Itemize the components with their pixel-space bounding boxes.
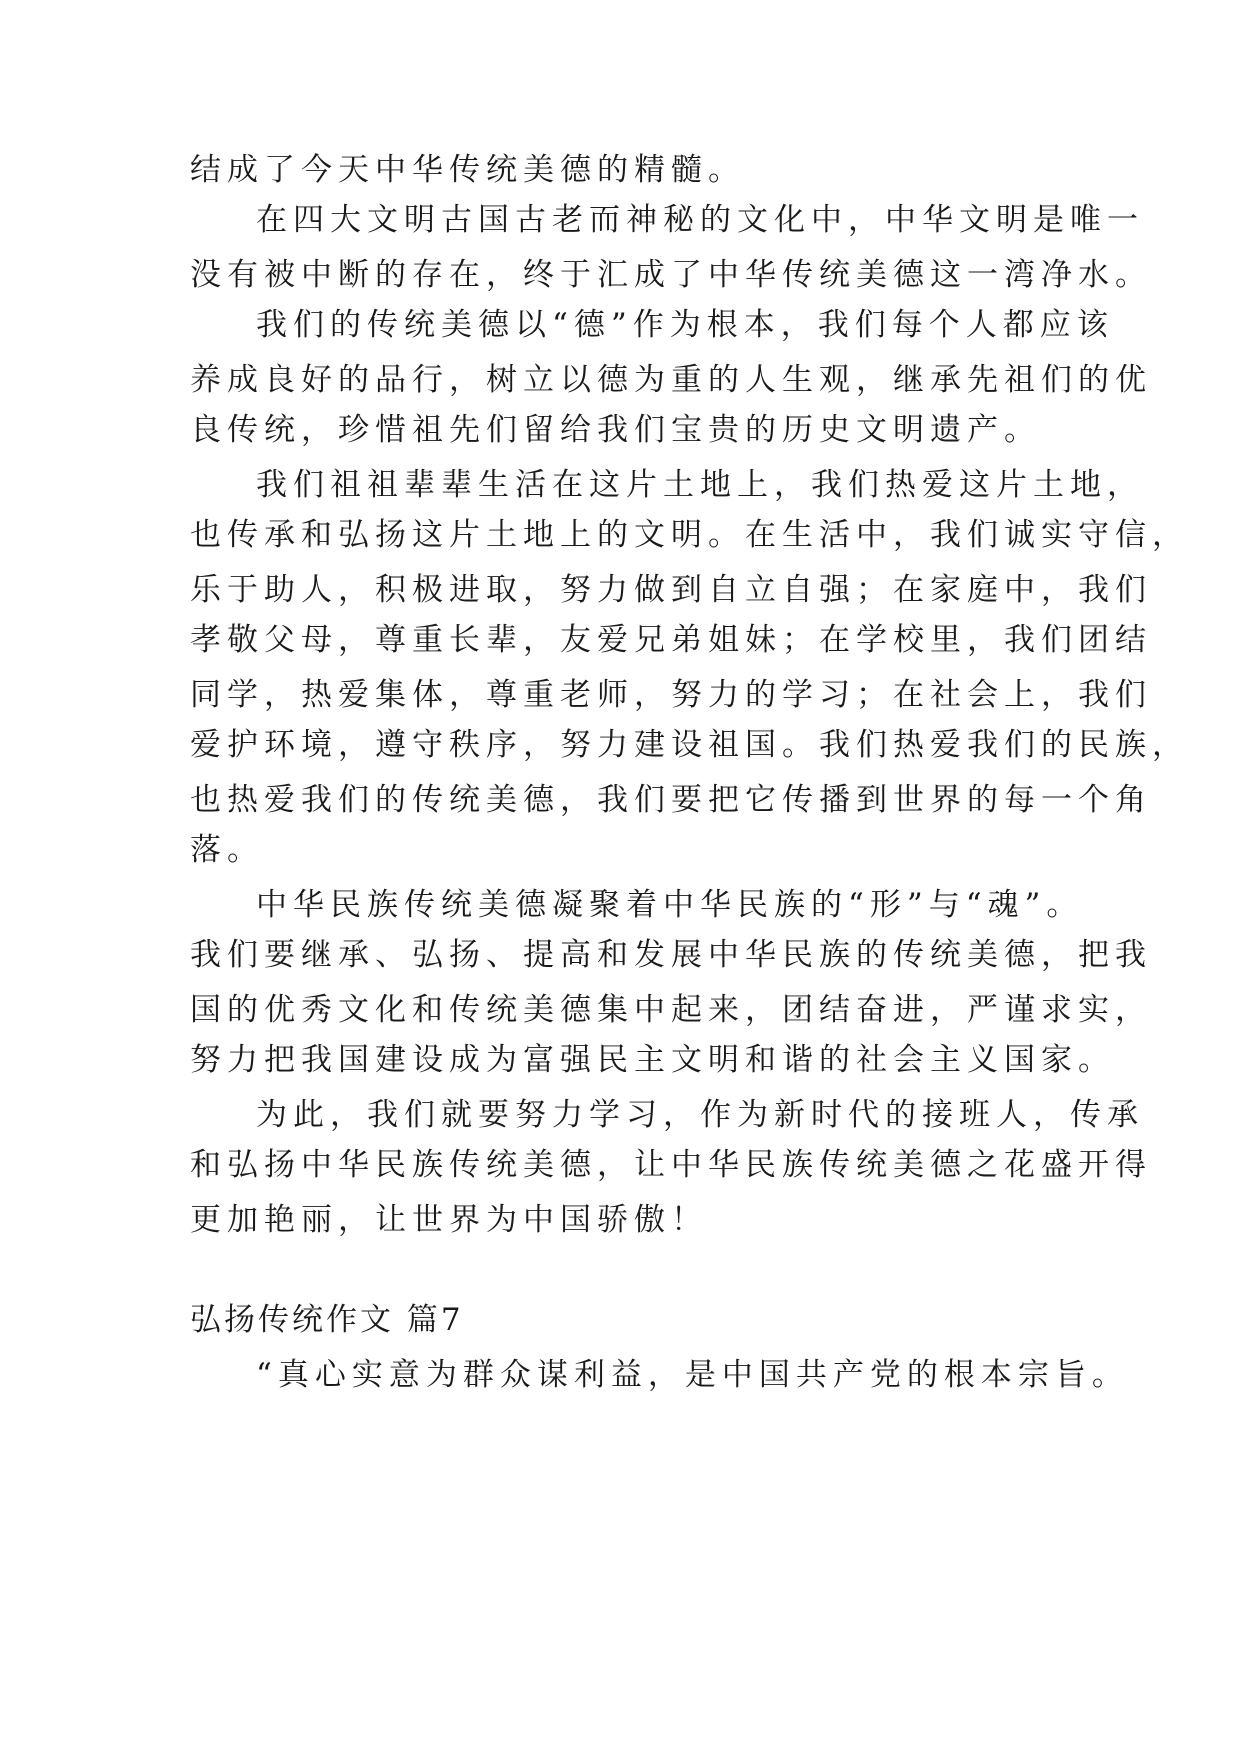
paragraph-line: 结成了今天中华传统美德的精髓。 bbox=[190, 152, 745, 188]
paragraph-line: 我们的传统美德以“德”作为根本，我们每个人都应该 bbox=[256, 307, 1114, 343]
paragraph-line: 我们要继承、弘扬、提高和发展中华民族的传统美德，把我 bbox=[190, 937, 1152, 973]
paragraph-line: 中华民族传统美德凝聚着中华民族的“形”与“魂”。 bbox=[256, 887, 1084, 923]
paragraph-line: 良传统，珍惜祖先们留给我们宝贵的历史文明遗产。 bbox=[190, 412, 1041, 448]
paragraph-line: 乐于助人，积极进取，努力做到自立自强；在家庭中，我们 bbox=[190, 572, 1152, 608]
paragraph-line: 我们祖祖辈辈生活在这片土地上，我们热爱这片土地， bbox=[256, 467, 1144, 503]
paragraph-line: “真心实意为群众谋利益，是中国共产党的根本宗旨。 bbox=[256, 1357, 1129, 1393]
paragraph-line: 孝敬父母，尊重长辈，友爱兄弟姐妹；在学校里，我们团结 bbox=[190, 622, 1152, 658]
paragraph-line: 也热爱我们的传统美德，我们要把它传播到世界的每一个角 bbox=[190, 782, 1152, 818]
paragraph-line: 落。 bbox=[190, 832, 264, 868]
paragraph-line: 同学，热爱集体，尊重老师，努力的学习；在社会上，我们 bbox=[190, 677, 1152, 713]
paragraph-line: 在四大文明古国古老而神秘的文化中，中华文明是唯一 bbox=[256, 202, 1144, 238]
paragraph-line: 努力把我国建设成为富强民主文明和谐的社会主义国家。 bbox=[190, 1042, 1115, 1078]
paragraph-line: 也传承和弘扬这片土地上的文明。在生活中，我们诚实守信， bbox=[190, 517, 1189, 553]
paragraph-line: 为此，我们就要努力学习，作为新时代的接班人，传承 bbox=[256, 1097, 1144, 1133]
paragraph-line: 养成良好的品行，树立以德为重的人生观，继承先祖们的优 bbox=[190, 362, 1152, 398]
paragraph-line: 国的优秀文化和传统美德集中起来，团结奋进，严谨求实， bbox=[190, 992, 1152, 1028]
paragraph-line: 没有被中断的存在，终于汇成了中华传统美德这一湾净水。 bbox=[190, 257, 1152, 293]
section-heading: 弘扬传统作文 篇7 bbox=[190, 1302, 464, 1338]
paragraph-line: 爱护环境，遵守秩序，努力建设祖国。我们热爱我们的民族， bbox=[190, 727, 1189, 763]
paragraph-line: 更加艳丽，让世界为中国骄傲！ bbox=[190, 1202, 708, 1238]
paragraph-line: 和弘扬中华民族传统美德，让中华民族传统美德之花盛开得 bbox=[190, 1147, 1152, 1183]
